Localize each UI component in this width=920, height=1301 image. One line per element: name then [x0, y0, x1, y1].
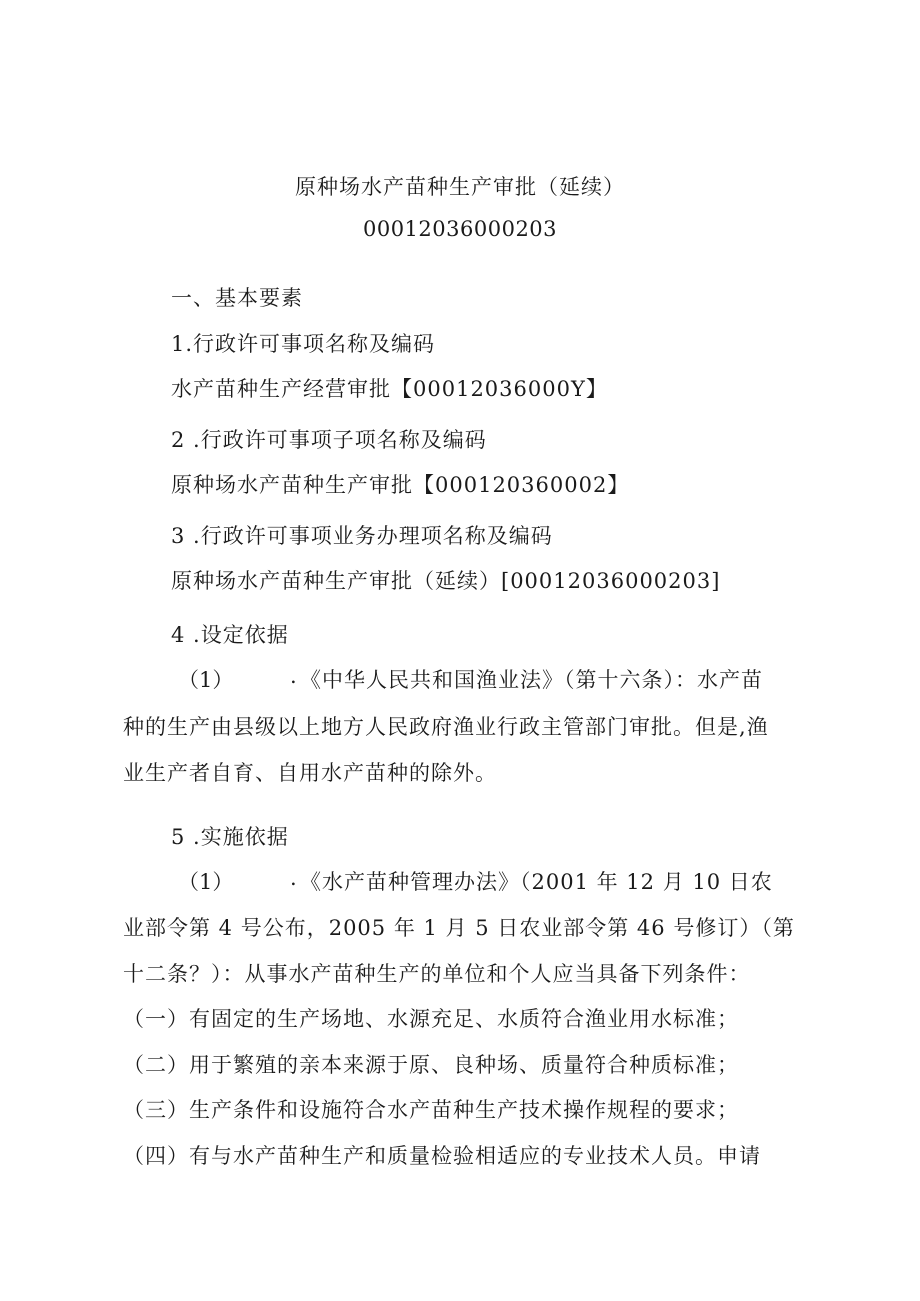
- item5-condition-3: （三）生产条件和设施符合水产苗种生产技术操作规程的要求；: [123, 1098, 739, 1122]
- item4-citation-dot: .: [290, 664, 297, 688]
- item3-value: 原种场水产苗种生产审批（延续）[00012036000203]: [171, 569, 721, 593]
- item5-citation-number: （1）: [178, 870, 234, 894]
- section-heading-basic-elements: 一、基本要素: [171, 286, 303, 310]
- item5-citation-text: 《水产苗种管理办法》（2001 年 12 月 10 日农: [300, 870, 773, 894]
- item2-value: 原种场水产苗种生产审批【000120360002】: [171, 473, 630, 497]
- item4-text-line: 业生产者自育、自用水产苗种的除外。: [123, 761, 497, 785]
- item5-condition-4: （四）有与水产苗种生产和质量检验相适应的专业技术人员。申请: [123, 1144, 761, 1168]
- item5-citation-dot: .: [290, 866, 297, 890]
- item5-condition-2: （二）用于繁殖的亲本来源于原、良种场、质量符合种质标准；: [123, 1053, 739, 1077]
- item4-heading: 4 .设定依据: [171, 623, 289, 647]
- item4-text-line: 种的生产由县级以上地方人民政府渔业行政主管部门审批。但是,渔: [123, 715, 769, 739]
- item1-value: 水产苗种生产经营审批【00012036000Y】: [171, 377, 608, 401]
- item5-heading: 5 .实施依据: [171, 825, 289, 849]
- item1-heading: 1.行政许可事项名称及编码: [171, 332, 436, 356]
- item5-text-line: 十二条？）：从事水产苗种生产的单位和个人应当具备下列条件：: [123, 962, 751, 986]
- item5-text-line: 业部令第 4 号公布，2005 年 1 月 5 日农业部令第 46 号修订）（第: [123, 916, 795, 940]
- item3-heading: 3 .行政许可事项业务办理项名称及编码: [171, 524, 553, 548]
- document-title: 原种场水产苗种生产审批（延续）: [295, 175, 625, 199]
- item2-heading: 2 .行政许可事项子项名称及编码: [171, 428, 487, 452]
- item5-condition-1: （一）有固定的生产场地、水源充足、水质符合渔业用水标准；: [123, 1007, 739, 1031]
- item4-citation-text: 《中华人民共和国渔业法》（第十六条）：水产苗: [300, 668, 763, 692]
- document-code: 00012036000203: [362, 217, 558, 241]
- item4-citation-number: （1）: [178, 668, 234, 692]
